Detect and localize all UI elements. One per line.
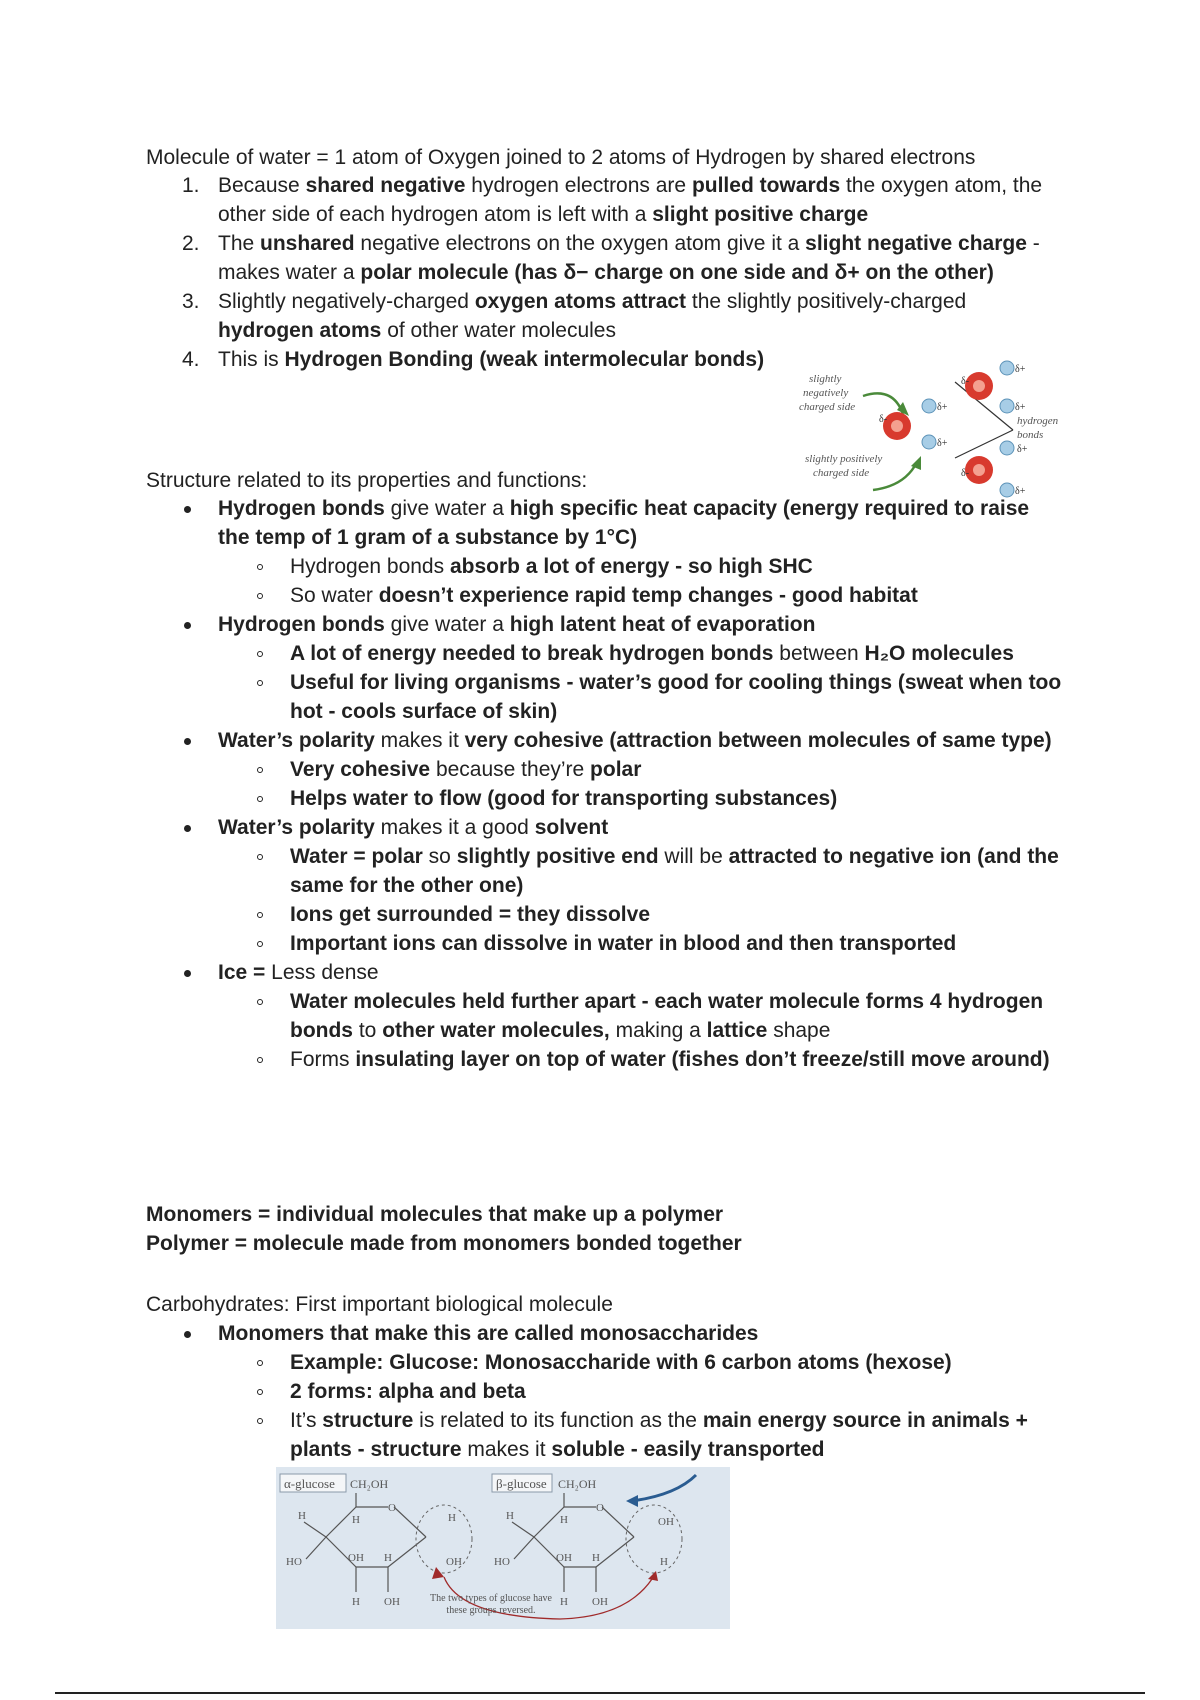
svg-text:δ+: δ+ [1017, 444, 1028, 455]
list-item: 4. This is Hydrogen Bonding (weak intermolecular bonds) [146, 345, 1066, 374]
svg-text:OH: OH [446, 1556, 462, 1568]
bullet [257, 796, 263, 802]
bottom-rule [55, 1692, 1145, 1694]
label-hydrogen-bonds: hydrogen bonds [1017, 415, 1059, 441]
list-item: Very cohesive because they’re polar [146, 755, 1066, 784]
bullet [257, 912, 263, 918]
bullet [257, 593, 263, 599]
bullet [257, 1418, 263, 1424]
svg-text:δ+: δ+ [1015, 364, 1026, 375]
svg-text:H: H [560, 1514, 568, 1526]
svg-text:H: H [298, 1510, 306, 1522]
definitions [146, 1200, 1066, 1258]
hydrogen-atom [922, 399, 936, 413]
label-positive-side: slightly positively charged side [805, 453, 883, 479]
bullet [257, 651, 263, 657]
numbered-list [146, 171, 1066, 374]
svg-text:O: O [596, 1502, 604, 1514]
bullet [257, 1057, 263, 1063]
svg-text:OH: OH [348, 1552, 364, 1564]
list-item: It’s structure is related to its function as the main energy source in animals + plants - structure makes it soluble - easily transported [146, 1406, 1066, 1464]
svg-text:δ+: δ+ [937, 438, 948, 449]
svg-text:δ-: δ- [879, 414, 888, 425]
svg-text:H: H [448, 1512, 456, 1524]
list-item: Helps water to flow (good for transporting substances) [146, 784, 1066, 813]
list-item: Water’s polarity makes it very cohesive (attraction between molecules of same type) [146, 726, 1066, 755]
hydrogen-atom [1000, 361, 1014, 375]
list-item: Monomers that make this are called monosaccharides [146, 1319, 1066, 1348]
definition-polymer: Polymer = molecule made from monomers bonded together [146, 1232, 742, 1255]
svg-text:H: H [352, 1596, 360, 1608]
list-item: Hydrogen bonds give water a high specific heat capacity (energy required to raise the temp of 1 gram of a substance by 1°C) [146, 494, 1066, 552]
bullet [257, 767, 263, 773]
bullet [257, 941, 263, 947]
bullet [184, 622, 191, 629]
definition-monomers: Monomers = individual molecules that make up a polymer [146, 1203, 724, 1226]
svg-text:H: H [352, 1514, 360, 1526]
svg-text:δ-: δ- [961, 468, 970, 479]
alpha-label: α-glucose [284, 1476, 335, 1491]
svg-text:HO: HO [286, 1556, 302, 1568]
hydrogen-atom [1000, 441, 1014, 455]
label-negative-side: slightly [809, 373, 842, 385]
list-item: Water’s polarity makes it a good solvent [146, 813, 1066, 842]
svg-text:CH₂OH: CH₂OH [558, 1477, 597, 1491]
structure-heading: Structure related to its properties and functions: [146, 469, 588, 492]
hydrogen-atom [1000, 399, 1014, 413]
svg-text:negatively charged side: negatively charged side [799, 387, 856, 413]
list-item: Hydrogen bonds give water a high latent heat of evaporation [146, 610, 1066, 639]
intro-line [146, 143, 975, 172]
carbs-heading: Carbohydrates: First important biological molecule [146, 1293, 613, 1316]
intro-text: Molecule of water = 1 atom of Oxygen joined to 2 atoms of Hydrogen by shared electrons [146, 146, 976, 169]
svg-text:CH₂OH: CH₂OH [350, 1477, 389, 1491]
svg-text:δ-: δ- [961, 376, 970, 387]
glucose-figure [276, 1467, 730, 1629]
list-item: A lot of energy needed to break hydrogen bonds between H₂O molecules [146, 639, 1066, 668]
svg-text:δ+: δ+ [937, 402, 948, 413]
svg-text:H: H [592, 1552, 600, 1564]
list-number: 3. [182, 290, 200, 313]
bullet [184, 1331, 191, 1338]
list-item: Water = polar so slightly positive end will be attracted to negative ion (and the same for the other one) [146, 842, 1066, 900]
list-item: 1. Because shared negative hydrogen electrons are pulled towards the oxygen atom, the other side of each hydrogen atom is left with a slight positive charge [146, 171, 1066, 229]
bullet [257, 854, 263, 860]
bullet [257, 999, 263, 1005]
bullet [257, 1389, 263, 1395]
hydrogen-atom [922, 435, 936, 449]
list-number: 4. [182, 348, 200, 371]
list-item: Forms insulating layer on top of water (fishes don’t freeze/still move around) [146, 1045, 1066, 1074]
svg-text:OH: OH [658, 1516, 674, 1528]
svg-text:OH: OH [592, 1596, 608, 1608]
list-item: Water molecules held further apart - each water molecule forms 4 hydrogen bonds to other water molecules, making a lattice shape [146, 987, 1066, 1045]
list-number: 2. [182, 232, 200, 255]
water-hydrogen-bond-figure [795, 358, 1075, 503]
svg-text:H: H [660, 1556, 668, 1568]
list-item: 3. Slightly negatively-charged oxygen atoms attract the slightly positively-charged hydrogen atoms of other water molecules [146, 287, 988, 345]
list-item: Important ions can dissolve in water in blood and then transported [146, 929, 1066, 958]
svg-text:δ+: δ+ [1015, 486, 1026, 497]
svg-text:OH: OH [384, 1596, 400, 1608]
bullet [184, 970, 191, 977]
svg-text:H: H [506, 1510, 514, 1522]
bullet [184, 506, 191, 513]
list-number: 1. [182, 174, 200, 197]
svg-text:OH: OH [556, 1552, 572, 1564]
list-item: 2 forms: alpha and beta [146, 1377, 1066, 1406]
bullet [257, 1360, 263, 1366]
svg-text:δ+: δ+ [1015, 402, 1026, 413]
glucose-note: The two types of glucose have these groups reversed. [430, 1593, 552, 1616]
list-item: Ice = Less dense [146, 958, 1066, 987]
list-item: Hydrogen bonds absorb a lot of energy - so high SHC [146, 552, 1066, 581]
svg-text:H: H [384, 1552, 392, 1564]
bullet [184, 825, 191, 832]
bullet [257, 564, 263, 570]
bullet [184, 738, 191, 745]
carbohydrates-section [146, 1290, 1066, 1464]
svg-text:O: O [388, 1502, 396, 1514]
list-item: Ions get surrounded = they dissolve [146, 900, 1066, 929]
svg-text:HO: HO [494, 1556, 510, 1568]
beta-label: β-glucose [496, 1476, 547, 1491]
bullet [257, 680, 263, 686]
list-item: 2. The unshared negative electrons on the oxygen atom give it a slight negative charge - makes water a polar molecule (has δ− charge on one side and δ+ on the other) [146, 229, 1066, 287]
list-item: Useful for living organisms - water’s good for cooling things (sweat when too hot - cools surface of skin) [146, 668, 1066, 726]
properties-list [146, 494, 1066, 1074]
list-item: So water doesn’t experience rapid temp changes - good habitat [146, 581, 1066, 610]
list-item: Example: Glucose: Monosaccharide with 6 carbon atoms (hexose) [146, 1348, 1066, 1377]
svg-text:H: H [560, 1596, 568, 1608]
